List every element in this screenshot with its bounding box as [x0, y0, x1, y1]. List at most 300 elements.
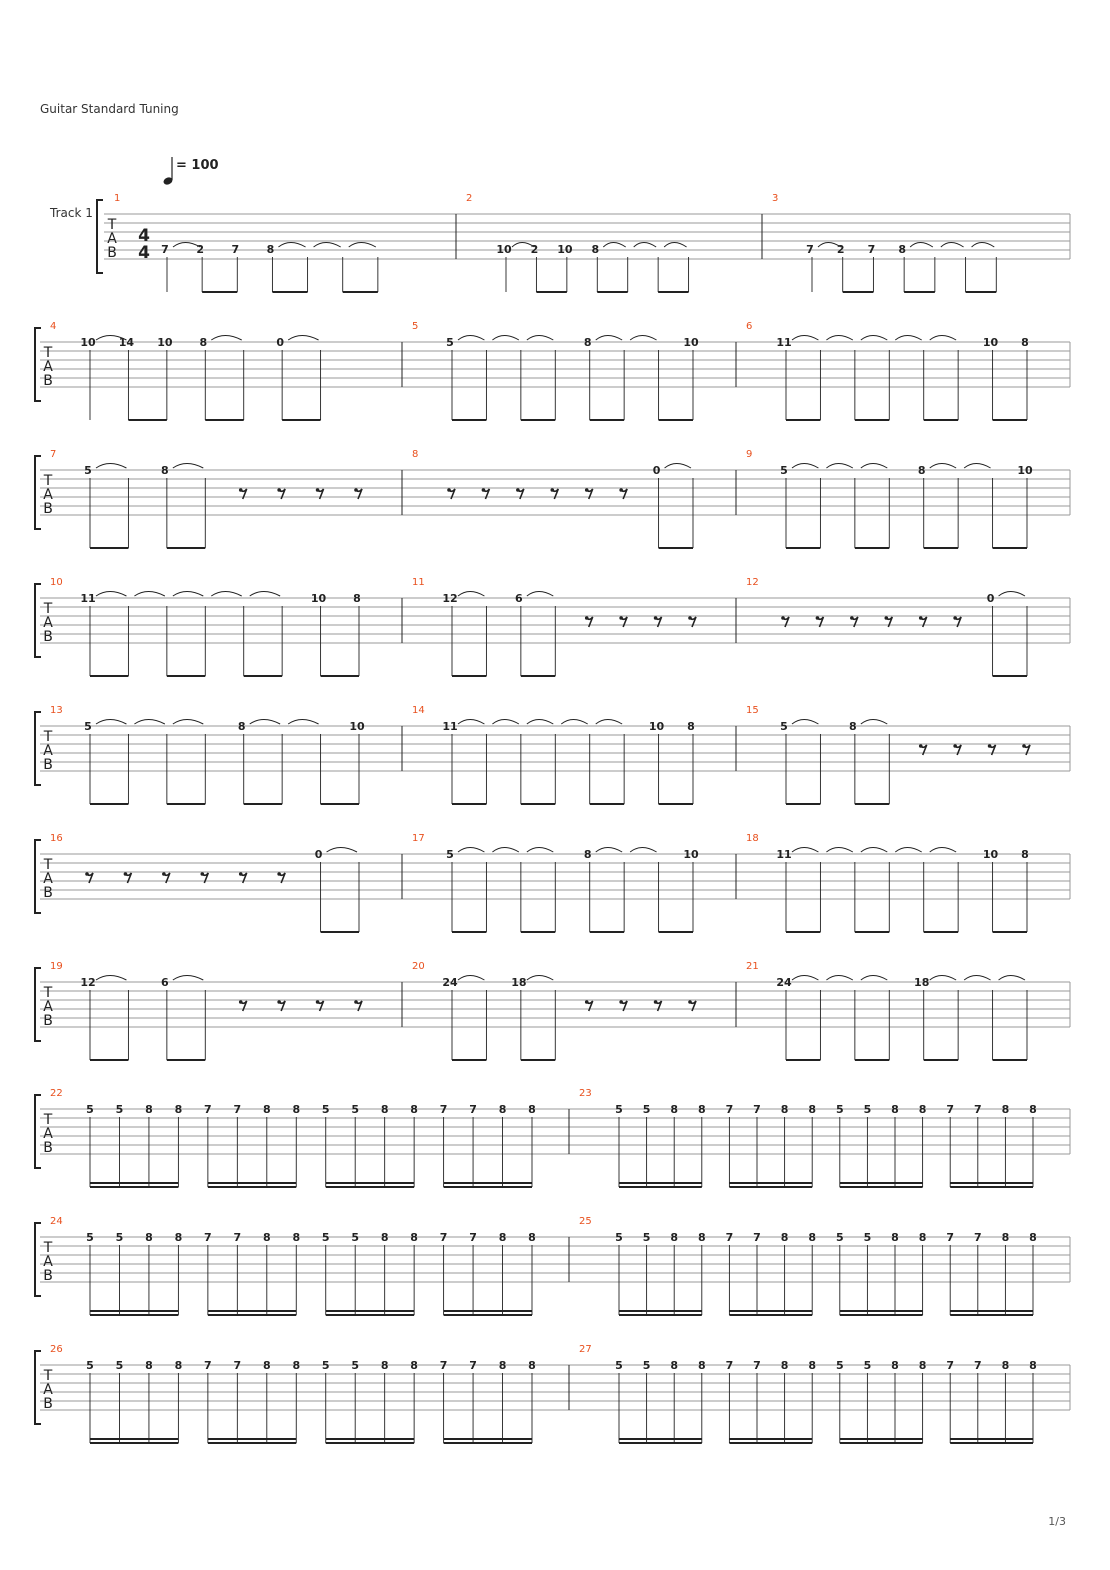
measure-23	[579, 1088, 1037, 1187]
tie-arc	[527, 336, 553, 341]
fret-number: 8	[528, 1359, 536, 1372]
tie-arc	[861, 976, 887, 981]
tie-arc	[96, 976, 126, 981]
fret-number: 7	[231, 243, 240, 256]
eighth-rest	[585, 488, 589, 492]
fret-number: 8	[670, 1359, 679, 1372]
eighth-rest	[953, 616, 957, 620]
fret-number: 8	[591, 243, 600, 256]
fret-number: 8	[583, 336, 592, 349]
tab-clef-letter: B	[43, 757, 53, 773]
system-brace	[35, 1095, 41, 1168]
staff-system-3	[35, 449, 1070, 548]
tie-arc	[930, 464, 956, 469]
fret-number: 8	[891, 1359, 899, 1372]
eighth-rest	[85, 872, 89, 876]
tie-arc	[910, 243, 933, 248]
fret-number: 8	[498, 1359, 507, 1372]
staff-system-4	[35, 577, 1070, 676]
fret-number: 12	[442, 592, 458, 605]
system-brace	[35, 456, 41, 529]
fret-number: 5	[642, 1231, 651, 1244]
fret-number: 18	[914, 976, 930, 989]
tab-clef-letter: B	[43, 1268, 53, 1284]
fret-number: 8	[687, 720, 695, 733]
fret-number: 11	[776, 336, 792, 349]
fret-number: 5	[446, 848, 454, 861]
tab-clef-letter: T	[43, 1368, 53, 1384]
fret-number: 7	[973, 1103, 982, 1116]
tie-arc	[634, 243, 656, 248]
eighth-rest	[277, 488, 281, 492]
fret-number: 8	[697, 1103, 706, 1116]
fret-number: 5	[780, 464, 788, 477]
measure-number: 13	[50, 705, 63, 716]
tie-arc	[527, 720, 553, 725]
fret-number: 7	[806, 243, 814, 256]
fret-number: 8	[917, 464, 926, 477]
tie-arc	[930, 848, 956, 853]
tie-arc	[930, 976, 956, 981]
measure-number: 19	[50, 961, 63, 972]
measure-20	[412, 961, 696, 1060]
tab-clef-letter: A	[107, 231, 117, 247]
tie-arc	[458, 848, 484, 853]
eighth-rest	[919, 616, 923, 620]
fret-number: 8	[918, 1359, 927, 1372]
tie-arc	[596, 336, 622, 341]
measure-number: 11	[412, 577, 425, 588]
tie-arc	[792, 336, 818, 341]
measure-8	[412, 449, 693, 548]
fret-number: 5	[615, 1359, 623, 1372]
tie-arc	[999, 976, 1025, 981]
fret-number: 5	[321, 1231, 330, 1244]
fret-number: 8	[380, 1359, 389, 1372]
measure-21	[746, 961, 1027, 1060]
staff-system-2	[35, 321, 1070, 420]
fret-number: 7	[469, 1231, 477, 1244]
system-brace	[35, 968, 41, 1041]
staff-system-10	[35, 1344, 1070, 1443]
tie-arc	[327, 848, 357, 853]
fret-number: 8	[145, 1359, 153, 1372]
fret-number: 8	[1029, 1103, 1037, 1116]
tie-arc	[173, 464, 203, 469]
eighth-rest	[585, 616, 589, 620]
tie-arc	[458, 976, 484, 981]
system-brace	[97, 200, 103, 273]
tie-arc	[972, 243, 995, 248]
fret-number: 8	[670, 1231, 679, 1244]
system-brace	[35, 328, 41, 401]
fret-number: 8	[380, 1103, 389, 1116]
system-brace	[35, 584, 41, 657]
time-signature-numerator: 4	[138, 226, 150, 246]
fret-number: 8	[670, 1103, 679, 1116]
tie-arc	[134, 592, 164, 597]
fret-number: 8	[262, 1103, 271, 1116]
measure-15	[746, 705, 1030, 804]
fret-number: 8	[262, 1359, 271, 1372]
staff-system-5	[35, 705, 1070, 804]
fret-number: 2	[530, 243, 539, 256]
fret-number: 8	[292, 1231, 301, 1244]
measure-4	[50, 321, 321, 420]
measure-27	[579, 1344, 1037, 1443]
measure-13	[50, 705, 365, 804]
tie-arc	[96, 720, 126, 725]
measure-number: 24	[50, 1216, 63, 1227]
eighth-rest	[654, 616, 658, 620]
measure-number: 20	[412, 961, 425, 972]
tie-arc	[492, 336, 518, 341]
fret-number: 8	[808, 1231, 817, 1244]
eighth-rest	[619, 488, 623, 492]
fret-number: 8	[849, 720, 857, 733]
fret-number: 10	[80, 336, 96, 349]
tuning-label: Guitar Standard Tuning	[40, 102, 179, 116]
tab-clef-letter: T	[43, 985, 53, 1001]
staff-system-8	[35, 1088, 1070, 1187]
tie-arc	[664, 243, 686, 248]
measure-number: 16	[50, 833, 63, 844]
measure-number: 22	[50, 1088, 63, 1099]
fret-number: 5	[642, 1103, 651, 1116]
measure-10	[50, 577, 361, 676]
measure-18	[746, 833, 1029, 932]
tie-arc	[861, 848, 887, 853]
tie-arc	[492, 720, 518, 725]
fret-number: 8	[780, 1231, 789, 1244]
fret-number: 5	[115, 1103, 124, 1116]
measure-number: 3	[772, 193, 779, 204]
fret-number: 10	[496, 243, 512, 256]
page-number: 1/3	[1048, 1515, 1066, 1528]
measure-number: 2	[466, 193, 473, 204]
eighth-rest	[316, 1000, 320, 1004]
measure-12	[746, 577, 1027, 676]
eighth-rest	[919, 744, 923, 748]
measure-number: 21	[746, 961, 759, 972]
fret-number: 8	[174, 1231, 183, 1244]
tab-clef-letter: T	[43, 601, 53, 617]
fret-number: 5	[615, 1103, 623, 1116]
fret-number: 8	[1001, 1231, 1010, 1244]
tab-clef-letter: B	[43, 629, 53, 645]
fret-number: 8	[292, 1359, 301, 1372]
eighth-rest	[619, 616, 623, 620]
fret-number: 8	[498, 1231, 507, 1244]
measure-2	[466, 193, 689, 292]
fret-number: 14	[118, 336, 135, 349]
tie-arc	[288, 720, 318, 725]
measure-24	[50, 1216, 536, 1315]
tie-arc	[288, 336, 318, 341]
fret-number: 7	[439, 1359, 448, 1372]
fret-number: 5	[642, 1359, 651, 1372]
tie-arc	[250, 720, 280, 725]
tie-arc	[458, 336, 484, 341]
fret-number: 24	[442, 976, 458, 989]
fret-number: 2	[836, 243, 845, 256]
fret-number: 7	[469, 1359, 477, 1372]
eighth-rest	[953, 744, 957, 748]
eighth-rest	[277, 1000, 281, 1004]
fret-number: 7	[973, 1231, 982, 1244]
tie-arc	[492, 848, 518, 853]
fret-number: 5	[84, 464, 92, 477]
system-brace	[35, 840, 41, 913]
fret-number: 6	[515, 592, 523, 605]
fret-number: 7	[233, 1359, 242, 1372]
eighth-rest	[239, 488, 243, 492]
fret-number: 7	[753, 1103, 761, 1116]
tie-arc	[211, 336, 241, 341]
fret-number: 8	[1029, 1359, 1037, 1372]
fret-number: 8	[410, 1231, 418, 1244]
fret-number: 10	[648, 720, 665, 733]
fret-number: 8	[918, 1231, 927, 1244]
fret-number: 8	[498, 1103, 507, 1116]
tie-arc	[561, 720, 587, 725]
fret-number: 8	[262, 1231, 271, 1244]
fret-number: 8	[918, 1103, 927, 1116]
fret-number: 7	[469, 1103, 477, 1116]
fret-number: 5	[321, 1103, 330, 1116]
fret-number: 5	[446, 336, 454, 349]
measure-number: 8	[412, 449, 419, 460]
fret-number: 0	[276, 336, 284, 349]
tie-arc	[603, 243, 625, 248]
fret-number: 8	[891, 1231, 899, 1244]
fret-number: 10	[683, 336, 699, 349]
system-brace	[35, 1223, 41, 1296]
tab-systems	[35, 193, 1070, 1443]
fret-number: 7	[946, 1359, 955, 1372]
fret-number: 11	[776, 848, 792, 861]
fret-number: 7	[753, 1231, 761, 1244]
eighth-rest	[988, 744, 992, 748]
fret-number: 8	[145, 1103, 153, 1116]
tab-clef-letter: A	[43, 359, 53, 375]
tab-clef-letter: T	[43, 857, 53, 873]
fret-number: 5	[351, 1103, 360, 1116]
staff-system-6	[35, 833, 1070, 932]
tie-arc	[826, 336, 852, 341]
tie-arc	[596, 848, 622, 853]
fret-number: 8	[1021, 336, 1029, 349]
tie-arc	[941, 243, 964, 248]
tie-arc	[96, 464, 126, 469]
tie-arc	[895, 848, 921, 853]
fret-number: 8	[898, 243, 906, 256]
tie-arc	[314, 243, 341, 248]
tie-arc	[861, 336, 887, 341]
fret-number: 6	[161, 976, 169, 989]
measure-5	[412, 321, 699, 420]
fret-number: 5	[863, 1103, 872, 1116]
measure-number: 14	[412, 705, 425, 716]
eighth-rest	[447, 488, 451, 492]
fret-number: 7	[753, 1359, 761, 1372]
eighth-rest	[850, 616, 854, 620]
measure-number: 1	[114, 193, 121, 204]
fret-number: 7	[439, 1231, 448, 1244]
measure-number: 15	[746, 705, 759, 716]
tie-arc	[826, 976, 852, 981]
eighth-rest	[239, 872, 243, 876]
fret-number: 8	[353, 592, 361, 605]
fret-number: 5	[351, 1231, 360, 1244]
tab-clef-letter: T	[107, 217, 117, 233]
eighth-rest	[1022, 744, 1026, 748]
tie-arc	[964, 464, 990, 469]
tie-arc	[458, 592, 484, 597]
eighth-rest	[239, 1000, 243, 1004]
measure-11	[412, 577, 696, 676]
fret-number: 8	[1021, 848, 1029, 861]
measure-16	[50, 833, 359, 932]
fret-number: 10	[982, 336, 999, 349]
fret-number: 8	[697, 1359, 706, 1372]
fret-number: 8	[199, 336, 208, 349]
tab-clef-letter: B	[43, 885, 53, 901]
tie-arc	[792, 720, 818, 725]
fret-number: 5	[863, 1231, 872, 1244]
measure-number: 6	[746, 321, 753, 332]
fret-number: 8	[174, 1103, 183, 1116]
tie-arc	[527, 848, 553, 853]
system-brace	[35, 1351, 41, 1424]
fret-number: 7	[973, 1359, 982, 1372]
tab-clef-letter: A	[43, 615, 53, 631]
measure-number: 5	[412, 321, 419, 332]
tie-arc	[349, 243, 376, 248]
tab-clef-letter: A	[43, 999, 53, 1015]
eighth-rest	[884, 616, 888, 620]
tab-clef-letter: B	[43, 1140, 53, 1156]
fret-number: 5	[863, 1359, 872, 1372]
eighth-rest	[124, 872, 128, 876]
measure-number: 10	[50, 577, 63, 588]
time-signature-denominator: 4	[138, 243, 150, 263]
fret-number: 5	[835, 1231, 844, 1244]
measure-14	[412, 705, 695, 804]
tie-arc	[665, 464, 691, 469]
fret-number: 7	[161, 243, 169, 256]
tab-clef-letter: A	[43, 1126, 53, 1142]
staff-system-1	[97, 193, 1070, 292]
fret-number: 8	[410, 1359, 418, 1372]
tie-arc	[596, 720, 622, 725]
staff-system-7	[35, 961, 1070, 1060]
tempo-label: = 100	[176, 158, 219, 173]
fret-number: 5	[86, 1103, 94, 1116]
measure-17	[412, 833, 699, 932]
tab-clef-letter: T	[43, 473, 53, 489]
measure-number: 27	[579, 1344, 592, 1355]
measure-7	[50, 449, 362, 548]
fret-number: 10	[982, 848, 999, 861]
fret-number: 7	[233, 1103, 242, 1116]
fret-number: 10	[310, 592, 327, 605]
fret-number: 5	[115, 1231, 124, 1244]
fret-number: 24	[776, 976, 792, 989]
fret-number: 10	[349, 720, 365, 733]
tie-arc	[895, 336, 921, 341]
tab-clef-letter: T	[43, 729, 53, 745]
fret-number: 5	[86, 1231, 94, 1244]
tab-clef-letter: B	[43, 373, 53, 389]
fret-number: 10	[683, 848, 699, 861]
fret-number: 0	[314, 848, 323, 861]
measure-25	[579, 1216, 1037, 1315]
fret-number: 7	[946, 1231, 955, 1244]
tab-clef-letter: B	[43, 1013, 53, 1029]
eighth-rest	[688, 616, 692, 620]
tab-clef-letter: T	[43, 1240, 53, 1256]
fret-number: 7	[867, 243, 876, 256]
tie-arc	[211, 592, 241, 597]
eighth-rest	[354, 1000, 358, 1004]
tie-arc	[930, 336, 956, 341]
fret-number: 11	[80, 592, 96, 605]
eighth-rest	[277, 872, 281, 876]
fret-number: 8	[410, 1103, 418, 1116]
fret-number: 8	[237, 720, 246, 733]
measure-6	[746, 321, 1029, 420]
fret-number: 8	[697, 1231, 706, 1244]
fret-number: 7	[233, 1231, 242, 1244]
measure-9	[746, 449, 1033, 548]
fret-number: 8	[145, 1231, 153, 1244]
fret-number: 11	[442, 720, 458, 733]
fret-number: 7	[946, 1103, 955, 1116]
tab-clef-letter: A	[43, 1254, 53, 1270]
fret-number: 8	[161, 464, 169, 477]
tab-clef-letter: B	[43, 1396, 53, 1412]
eighth-rest	[316, 488, 320, 492]
fret-number: 5	[321, 1359, 330, 1372]
measure-number: 18	[746, 833, 759, 844]
tab-clef-letter: A	[43, 1382, 53, 1398]
fret-number: 8	[808, 1103, 817, 1116]
tab-clef-letter: B	[107, 245, 117, 261]
measure-1	[114, 193, 378, 292]
fret-number: 5	[835, 1103, 844, 1116]
tie-arc	[96, 592, 126, 597]
eighth-rest	[516, 488, 520, 492]
measure-19	[50, 961, 362, 1060]
tie-arc	[173, 592, 203, 597]
eighth-rest	[688, 1000, 692, 1004]
fret-number: 10	[157, 336, 173, 349]
fret-number: 7	[725, 1231, 734, 1244]
tie-arc	[861, 720, 887, 725]
tie-arc	[792, 848, 818, 853]
track-name: Track 1	[50, 206, 93, 220]
fret-number: 8	[380, 1231, 389, 1244]
tie-arc	[630, 336, 656, 341]
tie-arc	[999, 592, 1025, 597]
fret-number: 7	[204, 1103, 212, 1116]
fret-number: 18	[511, 976, 527, 989]
tie-arc	[826, 464, 852, 469]
tie-arc	[630, 848, 656, 853]
fret-number: 8	[780, 1359, 789, 1372]
fret-number: 8	[1001, 1103, 1010, 1116]
